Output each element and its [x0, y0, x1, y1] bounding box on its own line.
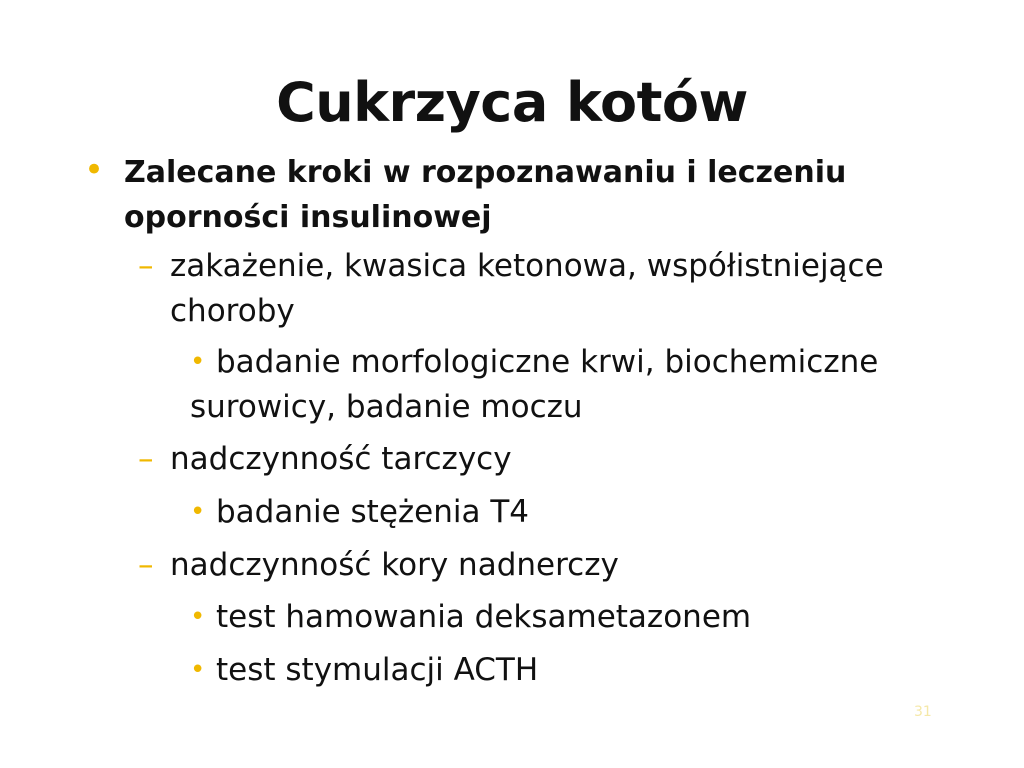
detail-blood-tests: badanie morfologiczne krwi, biochemiczne surowicy, badanie moczu — [190, 344, 879, 425]
slide-title: Cukrzyca kotów — [276, 71, 748, 134]
bullet-marker: • — [84, 150, 105, 190]
dash-marker: – — [138, 248, 154, 284]
dash-marker: – — [138, 441, 154, 477]
detail-acth: test stymulacji ACTH — [216, 652, 539, 688]
bullet-marker: • — [190, 655, 206, 685]
dash-marker: – — [138, 547, 154, 583]
bullet-marker: • — [190, 602, 206, 632]
sub-item-thyroid: nadczynność tarczycy — [170, 441, 512, 477]
detail-dexamethasone: test hamowania deksametazonem — [216, 599, 752, 635]
page-number: 31 — [914, 704, 932, 720]
bullet-main: Zalecane kroki w rozpoznawaniu i leczeniu oporności insulinowej — [124, 155, 847, 235]
sub-item-adrenal: nadczynność kory nadnerczy — [170, 547, 619, 583]
bullet-marker: • — [190, 497, 206, 527]
sub-item-infection: zakażenie, kwasica ketonowa, współistniejące choroby — [170, 248, 884, 329]
bullet-marker: • — [190, 347, 206, 377]
detail-t4: badanie stężenia T4 — [216, 494, 530, 530]
